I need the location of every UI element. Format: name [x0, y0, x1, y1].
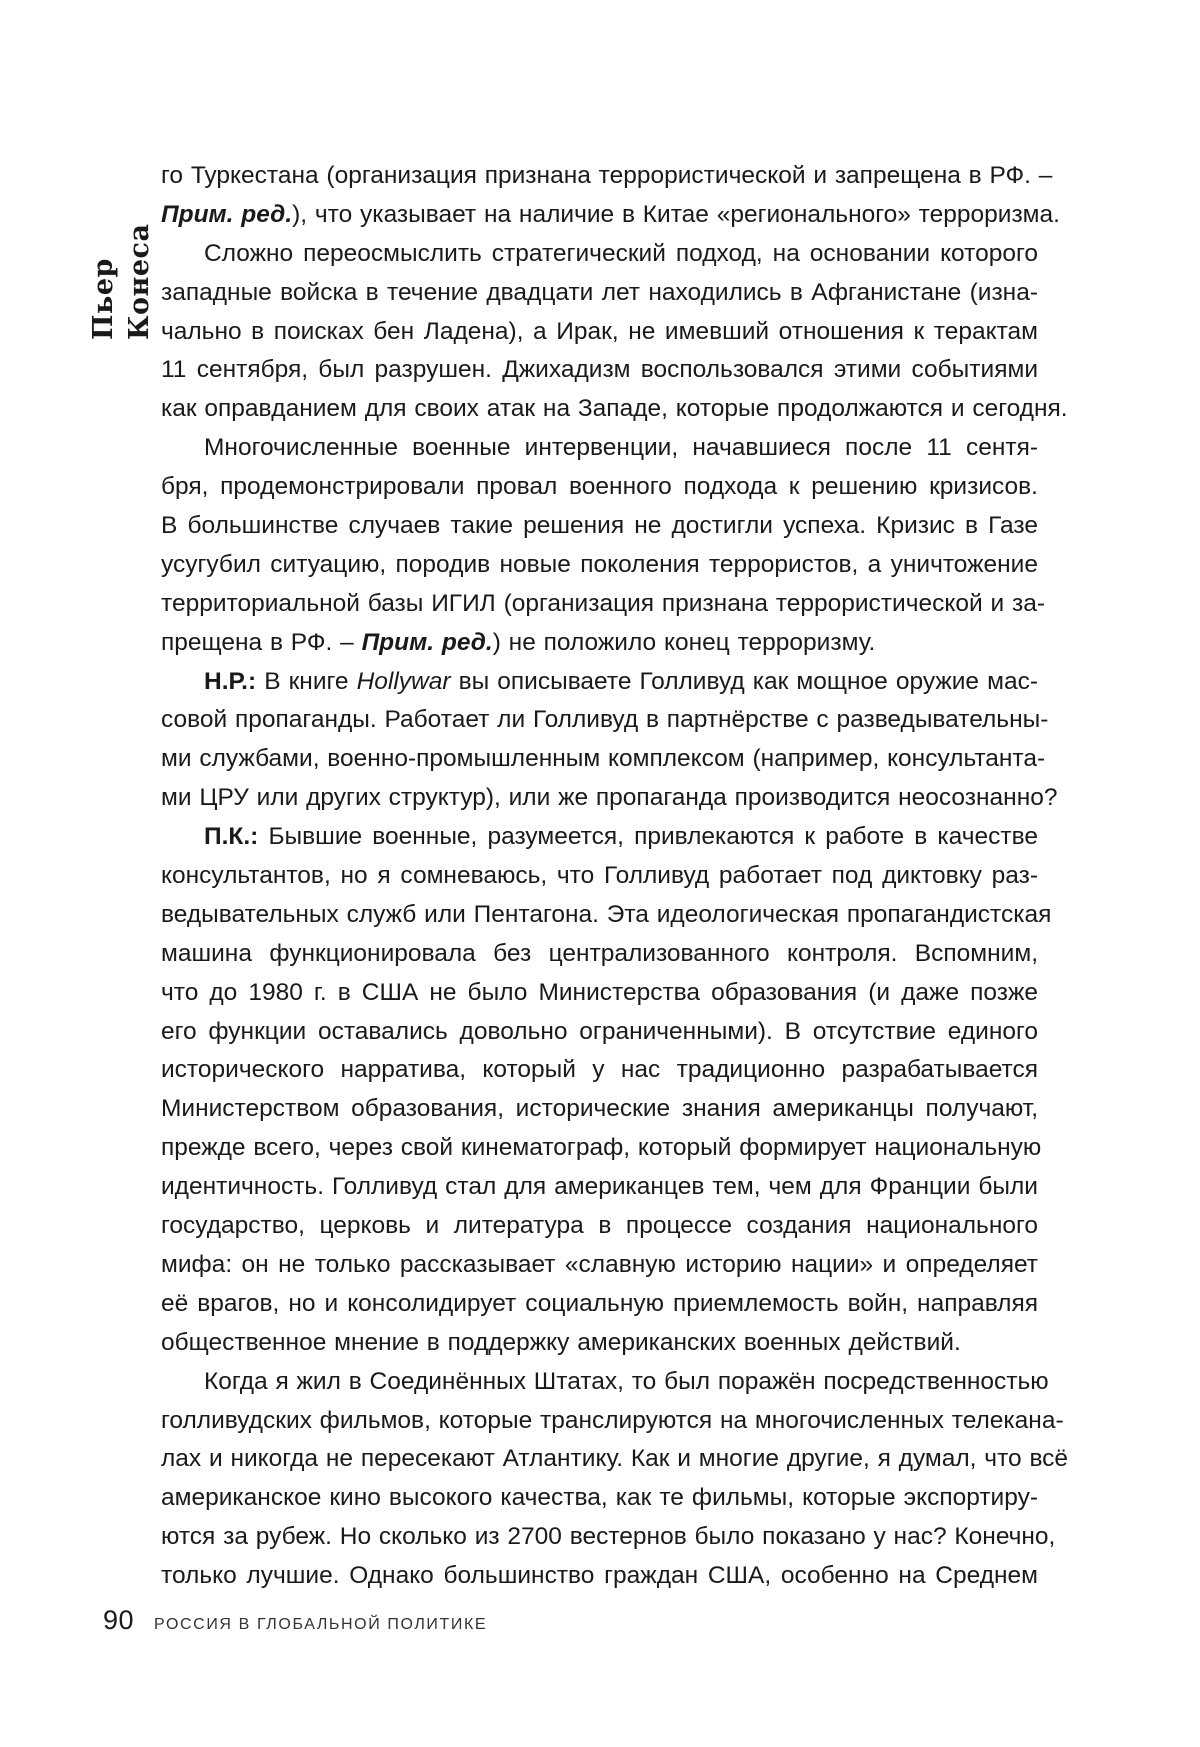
text-run: ми службами, военно-промышленным комплексом (например, консультанта-	[161, 745, 1045, 772]
text-run: западные войска в течение двадцати лет находились в Афганистане (изна-	[161, 279, 1038, 306]
text-run: территориальной базы ИГИЛ (организация признана террористической и за-	[161, 590, 1045, 617]
text-run: бря, продемонстрировали провал военного подхода к решению кризисов.	[161, 473, 1038, 500]
text-line	[161, 1518, 1038, 1557]
text-run: как оправданием для своих атак на Западе, которые продолжаются и сегодня.	[161, 395, 1068, 422]
text-run: ) не положило конец терроризму.	[493, 629, 876, 656]
text-run: Многочисленные военные интервенции, начавшиеся после 11 сентя-	[204, 434, 1038, 461]
text-line	[161, 624, 1038, 663]
text-line	[161, 1168, 1038, 1207]
text-run: общественное мнение в поддержку американских военных действий.	[161, 1329, 961, 1356]
page-footer	[103, 1605, 487, 1641]
text-run: идентичность. Голливуд стал для американцев тем, чем для Франции были	[161, 1173, 1038, 1200]
speaker-label: П.К.:	[204, 823, 258, 850]
text-line	[161, 663, 1038, 702]
text-line	[161, 974, 1038, 1013]
text-run: машина функционировала без централизованного контроля. Вспомним,	[161, 940, 1038, 967]
body-text	[161, 157, 1038, 1596]
text-run: усугубил ситуацию, породив новые поколения террористов, а уничтожение	[161, 551, 1038, 578]
text-line	[161, 1129, 1038, 1168]
text-run: только лучшие. Однако большинство граждан США, особенно на Среднем	[161, 1562, 1038, 1589]
text-line	[161, 1285, 1038, 1324]
text-line	[161, 1051, 1038, 1090]
text-run: вы описываете Голливуд как мощное оружие мас-	[451, 668, 1038, 695]
text-line	[161, 896, 1038, 935]
journal-name: РОССИЯ В ГЛОБАЛЬНОЙ ПОЛИТИКЕ	[154, 1616, 487, 1634]
text-line	[161, 351, 1038, 390]
text-run: В большинстве случаев такие решения не достигли успеха. Кризис в Газе	[161, 512, 1038, 539]
text-run: го Туркестана (организация признана террористической и запрещена в РФ. –	[161, 162, 1052, 189]
text-run: 11 сентября, был разрушен. Джихадизм воспользовался этими событиями	[161, 356, 1038, 383]
text-run: что до 1980 г. в США не было Министерства образования (и даже позже	[161, 979, 1038, 1006]
text-line	[161, 1090, 1038, 1129]
text-line	[161, 429, 1038, 468]
text-run: голливудских фильмов, которые транслируются на многочисленных телекана-	[161, 1407, 1064, 1434]
editor-note: Прим. ред.	[161, 201, 292, 228]
page-number: 90	[103, 1605, 134, 1636]
text-line	[161, 701, 1038, 740]
text-line	[161, 274, 1038, 313]
text-line	[161, 1440, 1038, 1479]
text-line	[161, 585, 1038, 624]
text-line	[161, 235, 1038, 274]
text-line	[161, 1324, 1038, 1363]
text-run: ведывательных служб или Пентагона. Эта идеологическая пропагандистская	[161, 901, 1051, 928]
text-run: прежде всего, через свой кинематограф, который формирует национальную	[161, 1134, 1041, 1161]
editor-note: Прим. ред.	[362, 629, 493, 656]
text-line	[161, 1246, 1038, 1285]
text-line	[161, 390, 1038, 429]
text-line	[161, 468, 1038, 507]
text-line	[161, 157, 1038, 196]
text-run: исторического нарратива, который у нас традиционно разрабатывается	[161, 1056, 1038, 1083]
text-line	[161, 779, 1038, 818]
text-run: государство, церковь и литература в процессе создания национального	[161, 1212, 1038, 1239]
text-line	[161, 935, 1038, 974]
text-line	[161, 196, 1038, 235]
text-run: ются за рубеж. Но сколько из 2700 вестернов было показано у нас? Конечно,	[161, 1523, 1055, 1550]
text-line	[161, 818, 1038, 857]
text-run: совой пропаганды. Работает ли Голливуд в партнёрстве с разведывательны-	[161, 706, 1048, 733]
text-run: американское кино высокого качества, как те фильмы, которые экспортиру-	[161, 1484, 1038, 1511]
text-run: мифа: он не только рассказывает «славную историю нации» и определяет	[161, 1251, 1038, 1278]
text-run: чально в поисках бен Ладена), а Ирак, не имевший отношения к терактам	[161, 318, 1038, 345]
text-run: её врагов, но и консолидирует социальную приемлемость войн, направляя	[161, 1290, 1038, 1317]
text-line	[161, 313, 1038, 352]
text-run: ), что указывает на наличие в Китае «регионального» терроризма.	[292, 201, 1060, 228]
text-run: ми ЦРУ или других структур), или же пропаганда производится неосознанно?	[161, 784, 1057, 811]
book-title: Hollywar	[357, 668, 451, 695]
text-run: Когда я жил в Соединённых Штатах, то был поражён посредственностью	[204, 1368, 1049, 1395]
text-line	[161, 1557, 1038, 1596]
text-line	[161, 1207, 1038, 1246]
text-line	[161, 1402, 1038, 1441]
text-line	[161, 507, 1038, 546]
text-line	[161, 1013, 1038, 1052]
text-line	[161, 1479, 1038, 1518]
text-run: В книге	[256, 668, 356, 695]
text-run: его функции оставались довольно ограниченными). В отсутствие единого	[161, 1018, 1038, 1045]
text-run: лах и никогда не пересекают Атлантику. Как и многие другие, я думал, что всё	[161, 1445, 1068, 1472]
text-line	[161, 546, 1038, 585]
running-head-author: Пьер Конеса	[86, 165, 122, 340]
text-run: Бывшие военные, разумеется, привлекаются к работе в качестве	[258, 823, 1038, 850]
text-line	[161, 740, 1038, 779]
text-run: Министерством образования, исторические знания американцы получают,	[161, 1095, 1038, 1122]
speaker-label: Н.Р.:	[204, 668, 256, 695]
text-run: прещена в РФ. –	[161, 629, 362, 656]
text-run: консультантов, но я сомневаюсь, что Голливуд работает под диктовку раз-	[161, 862, 1038, 889]
text-line	[161, 857, 1038, 896]
text-line	[161, 1363, 1038, 1402]
text-run: Сложно переосмыслить стратегический подход, на основании которого	[204, 240, 1038, 267]
